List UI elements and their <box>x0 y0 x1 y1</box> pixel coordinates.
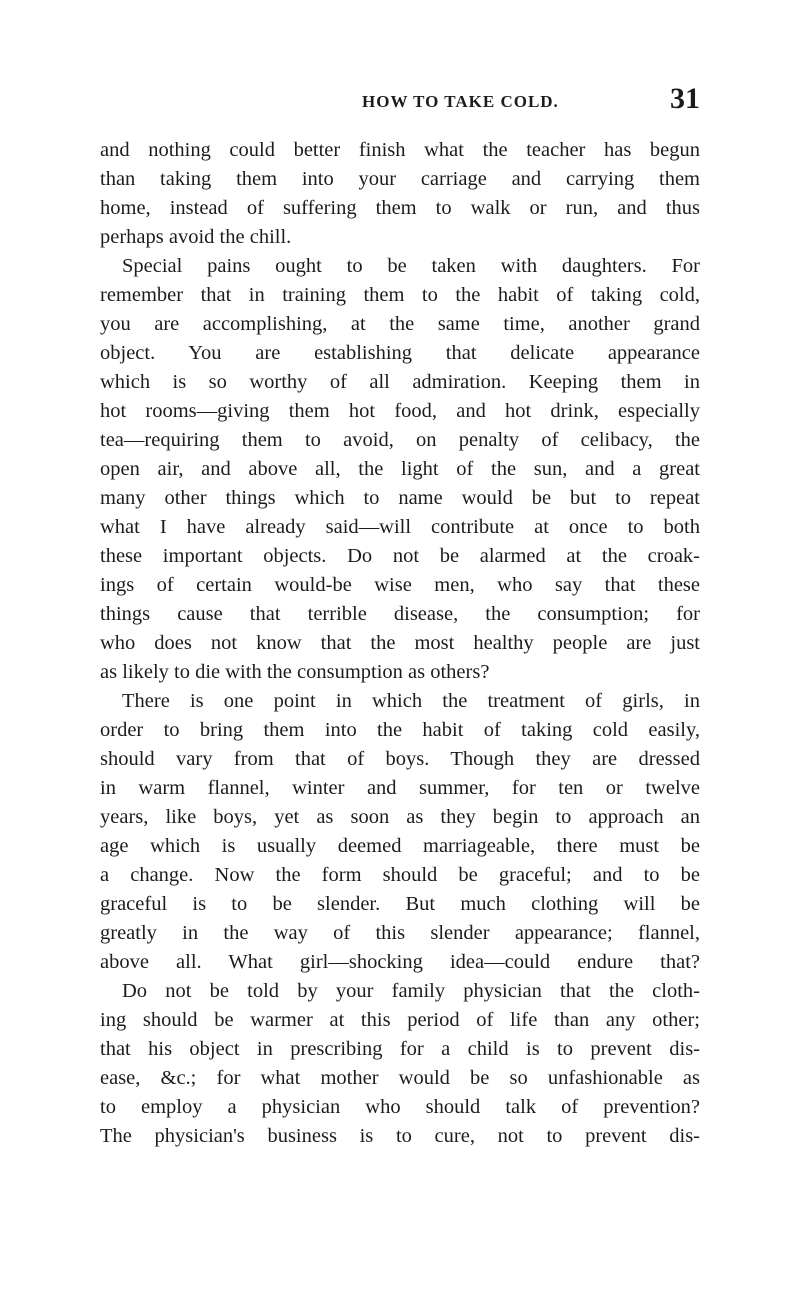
text-line: what I have already said—will contribute at once to both <box>100 516 700 538</box>
text-line: object. You are establishing that delicate appearance <box>100 342 700 364</box>
text-line: Special pains ought to be taken with daughters. For <box>122 255 700 277</box>
text-line: a change. Now the form should be graceful; and to be <box>100 864 700 886</box>
text-line: as likely to die with the consumption as others? <box>100 661 490 683</box>
text-line: order to bring them into the habit of taking cold easily, <box>100 719 700 741</box>
text-line: who does not know that the most healthy people are just <box>100 632 700 654</box>
text-line: years, like boys, yet as soon as they begin to approach an <box>100 806 700 828</box>
text-line: age which is usually deemed marriageable, there must be <box>100 835 700 857</box>
text-line: you are accomplishing, at the same time, another grand <box>100 313 700 335</box>
text-line: to employ a physician who should talk of prevention? <box>100 1096 700 1118</box>
text-line: that his object in prescribing for a child is to prevent dis- <box>100 1038 700 1060</box>
text-line: Do not be told by your family physician that the cloth- <box>122 980 700 1002</box>
text-line: graceful is to be slender. But much clothing will be <box>100 893 700 915</box>
text-line: perhaps avoid the chill. <box>100 226 292 248</box>
text-line: things cause that terrible disease, the consumption; for <box>100 603 700 625</box>
page-number: 31 <box>670 82 700 115</box>
text-line: ease, &c.; for what mother would be so unfashionable as <box>100 1067 700 1089</box>
text-line: home, instead of suffering them to walk or run, and thus <box>100 197 700 219</box>
running-head <box>100 82 700 118</box>
text-line: tea—requiring them to avoid, on penalty of celibacy, the <box>100 429 700 451</box>
text-line: The physician's business is to cure, not to prevent dis- <box>100 1125 700 1147</box>
running-title: HOW TO TAKE COLD. <box>362 92 559 111</box>
text-line: than taking them into your carriage and carrying them <box>100 168 700 190</box>
text-line: greatly in the way of this slender appearance; flannel, <box>100 922 700 944</box>
text-line: above all. What girl—shocking idea—could endure that? <box>100 951 700 973</box>
text-line: many other things which to name would be but to repeat <box>100 487 700 509</box>
text-line: in warm flannel, winter and summer, for ten or twelve <box>100 777 700 799</box>
text-line: There is one point in which the treatment of girls, in <box>122 690 700 712</box>
text-line: which is so worthy of all admiration. Keeping them in <box>100 371 700 393</box>
text-line: hot rooms—giving them hot food, and hot drink, especially <box>100 400 700 422</box>
text-line: and nothing could better finish what the teacher has begun <box>100 139 700 161</box>
text-line: open air, and above all, the light of the sun, and a great <box>100 458 700 480</box>
text-line: ings of certain would-be wise men, who say that these <box>100 574 700 596</box>
text-line: these important objects. Do not be alarmed at the croak- <box>100 545 700 567</box>
body-text <box>100 136 700 1151</box>
text-line: ing should be warmer at this period of life than any other; <box>100 1009 700 1031</box>
text-line: should vary from that of boys. Though they are dressed <box>100 748 700 770</box>
text-line: remember that in training them to the habit of taking cold, <box>100 284 700 306</box>
